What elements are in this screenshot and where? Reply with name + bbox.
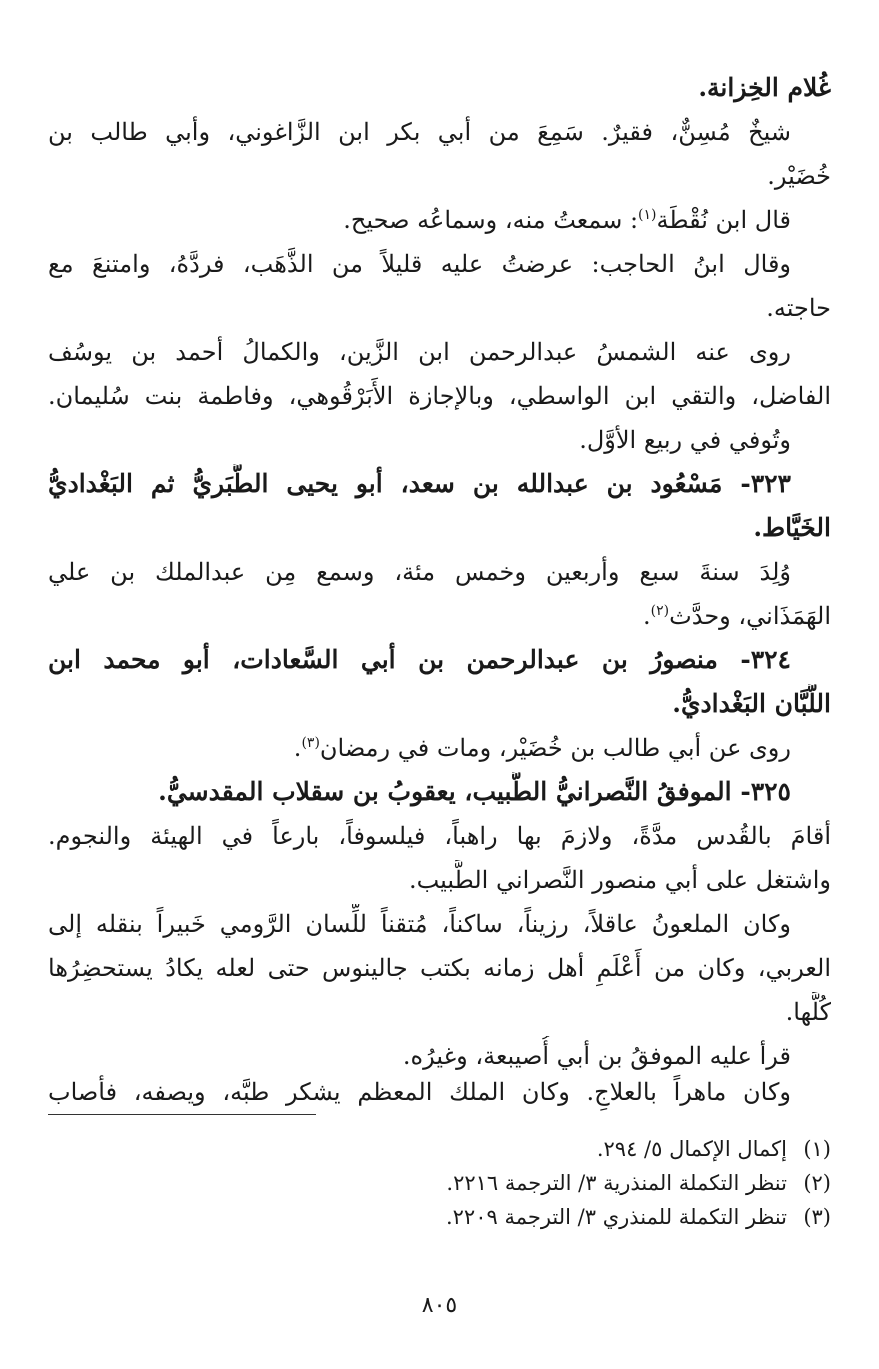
text-line: روى عن أبي طالب بن خُضَيْر، ومات في رمضان$^{(٣)}$. [293,734,791,762]
text-line: حاجته. [766,294,831,322]
text-line: واشتغل على أبي منصور النَّصراني الطَّبيب. [408,866,831,894]
entry-heading-323: ٣٢٣- مَسْعُود بن عبدالله بن سعد، أبو يحيى الطَّبَريُّ ثم البَغْداديُّ [48,469,791,498]
text-line: الفاضل، والتقي ابن الواسطي، وبالإجازة الأَبَرْقُوهي، وفاطمة بنت سُليمان. [48,382,831,410]
text-line: خُضَيْر. [767,162,831,190]
text-line: وُلِدَ سنةَ سبع وأربعين وخمس مئة، وسمع مِن عبدالملك بن علي [48,558,791,586]
footnote-3: (٣)تنظر التكملة للمنذري ٣/ الترجمة ٢٢٠٩. [445,1205,831,1229]
page-number: ٨٠٥ [421,1293,458,1318]
text-line: وقال ابنُ الحاجب: عرضتُ عليه قليلاً من الذَّهَب، فردَّهُ، وامتنعَ مع [48,250,791,278]
entry-heading-324-cont: اللَّبَّان البَغْداديُّ. [672,689,831,718]
entry-heading-continued: غُلام الخِزانة. [698,73,831,102]
entry-heading-323-cont: الخَيَّاط. [753,513,831,542]
text-line: روى عنه الشمسُ عبدالرحمن ابن الزَّين، والكمالُ أحمد بن يوسُف [48,338,791,366]
text-line: وتُوفي في ربيع الأوَّل. [579,426,791,454]
footnote-2: (٢)تنظر التكملة المنذرية ٣/ الترجمة ٢٢١٦. [446,1171,831,1195]
text-line: قرأ عليه الموفقُ بن أبي أُصيبعة، وغيرُه. [402,1042,791,1070]
text-line: شيخٌ مُسِنٌّ، فقيرٌ. سَمِعَ من أبي بكر ابن الزَّاغوني، وأبي طالب بن [48,118,791,146]
footnote-divider [48,1114,316,1115]
text-line: الهَمَذَاني، وحدَّث$^{(٢)}$. [643,602,831,630]
text-line: وكان ماهراً بالعلاجِ. وكان الملك المعظم يشكر طبَّه، ويصفه، فأصاب [48,1078,791,1106]
text-line: قال ابن نُقْطَة$^{(١)}$: سمعتُ منه، وسماعُه صحيح. [343,206,791,234]
text-line: العربي، وكان من أَعْلَمِ أهل زمانه بكتب جالينوس حتى لعله يكادُ يستحضِرُها [48,954,831,982]
entry-heading-324: ٣٢٤- منصورُ بن عبدالرحمن بن أبي السَّعادات، أبو محمد ابن [48,645,791,674]
footnote-1: (١)إكمال الإكمال ٥/ ٢٩٤. [596,1137,831,1161]
text-line: وكان الملعونُ عاقلاً، رزيناً، ساكناً، مُتقناً للِّسان الرَّومي خَبيراً بنقله إلى [48,910,791,938]
entry-heading-325: ٣٢٥- الموفقُ النَّصرانيُّ الطَّبيب، يعقوبُ بن سقلاب المقدسيُّ. [158,777,791,806]
text-line: أقامَ بالقُدس مدَّةً، ولازمَ بها راهباً، فيلسوفاً، بارعاً في الهيئة والنجوم. [48,822,831,850]
footnote-ref: (١) [638,207,657,223]
text-line: كُلَّها. [785,998,831,1026]
footnote-ref: (٢) [650,603,670,619]
book-page [48,68,831,1329]
footnote-ref: (٣) [301,735,320,751]
